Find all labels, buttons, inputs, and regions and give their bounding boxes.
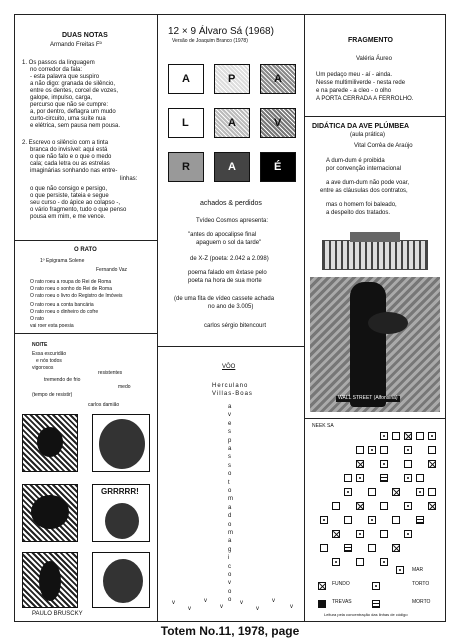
symbol-cell bbox=[392, 488, 400, 496]
duas-notas-line: o vário fragmento, tudo o que penso bbox=[30, 207, 127, 213]
achados-line: "antes do apocalipse final bbox=[188, 232, 257, 238]
didatica-line: A dum-dum é proibida bbox=[326, 158, 385, 164]
noite-line-5: tremendo de frio bbox=[44, 377, 81, 383]
comic-panel-1 bbox=[22, 414, 78, 472]
symbol-cell bbox=[404, 446, 412, 454]
achados-line: poeta na hora de sua morte bbox=[188, 278, 262, 284]
achados-line: no ano de 3.005) bbox=[208, 304, 254, 310]
duas-notas-line: imaginárias sonhando nas entre- bbox=[30, 168, 118, 174]
symbol-cell bbox=[428, 432, 436, 440]
duas-notas-line: cala; cada letra ou as estrelas bbox=[30, 161, 110, 167]
legend-label: FUNDO bbox=[332, 581, 350, 587]
alvaro-letter: L bbox=[182, 117, 189, 129]
alvaro-title: 12 × 9 Álvaro Sá (1968) bbox=[168, 26, 274, 37]
voo-letter: s bbox=[228, 462, 231, 469]
voo-letter: m bbox=[228, 530, 233, 536]
voo-letter: o bbox=[228, 588, 232, 595]
fragmento-author: Valéria Áureo bbox=[356, 56, 392, 62]
duas-notas-line: - esta palavra que suspiro bbox=[30, 74, 100, 80]
alvaro-subtitle: Versão de Joaquim Branco (1978) bbox=[172, 38, 248, 44]
voo-letter: s bbox=[228, 454, 231, 461]
divider-achados bbox=[157, 346, 304, 347]
symbol-cell bbox=[380, 558, 388, 566]
divider-duas-notas bbox=[14, 240, 157, 241]
legend-symbol bbox=[318, 600, 326, 608]
symbol-cell bbox=[404, 474, 412, 482]
legend-label: TREVAS bbox=[332, 599, 352, 605]
comic-panel-3 bbox=[22, 484, 78, 542]
duas-notas-line: entre os dentes, corcel de vozes, bbox=[30, 88, 119, 94]
achados-line: de X-Z (poeta: 2.042 a 2.098) bbox=[190, 256, 269, 262]
duas-notas-line: percurso que não se cumpre: bbox=[30, 102, 109, 108]
o-rato-line: O rato roeu a roupa do Rei de Roma bbox=[30, 279, 112, 285]
divider-o-rato bbox=[14, 333, 157, 334]
symbol-cell bbox=[392, 432, 400, 440]
symbol-cell bbox=[368, 516, 376, 524]
voo-letter: a bbox=[228, 504, 232, 511]
voo-letter: o bbox=[228, 572, 232, 578]
alvaro-box bbox=[214, 108, 250, 138]
noite-author: carlos damião bbox=[88, 402, 120, 408]
achados-line: Tvídeo Cosmos apresenta: bbox=[196, 218, 269, 224]
symbol-cell bbox=[380, 474, 388, 482]
voo-falling-v: v bbox=[204, 598, 207, 604]
comic-panel-4 bbox=[92, 484, 150, 542]
symbol-cell bbox=[320, 516, 328, 524]
alvaro-box bbox=[260, 152, 296, 182]
alvaro-box bbox=[168, 108, 204, 138]
voo-falling-v: v bbox=[188, 606, 191, 612]
comic-panel-5 bbox=[22, 552, 78, 608]
alvaro-letter: A bbox=[228, 117, 236, 129]
symbol-cell bbox=[320, 544, 328, 552]
duas-notas-line: linhas: bbox=[120, 176, 138, 182]
legend-symbol bbox=[372, 582, 380, 590]
symbol-cell bbox=[416, 474, 424, 482]
duas-notas-line: 2. Escrevo o silêncio com a tinta bbox=[22, 140, 109, 146]
symbol-cell bbox=[380, 460, 388, 468]
symbol-cell bbox=[368, 446, 376, 454]
fragmento-line: Nesse multimiliverde - nesta rede bbox=[316, 80, 406, 86]
symbol-cell bbox=[332, 502, 340, 510]
symbol-cell bbox=[356, 558, 364, 566]
didatica-line: mas o homem foi baleado, bbox=[326, 202, 397, 208]
voo-title: VÔO bbox=[222, 364, 236, 370]
duas-notas-author: Armando Freitas Fº bbox=[50, 42, 102, 48]
alvaro-letter: A bbox=[228, 161, 236, 173]
legend-symbol bbox=[396, 566, 404, 574]
o-rato-title: O RATO bbox=[74, 247, 97, 253]
voo-falling-v: v bbox=[272, 598, 275, 604]
fragmento-line: Um pedaço meu - aí - ainda. bbox=[316, 72, 393, 78]
divider-fragmento bbox=[304, 116, 446, 117]
o-rato-line: O rato bbox=[30, 316, 44, 322]
symbol-cell bbox=[392, 516, 400, 524]
voo-author-1: Herculano bbox=[212, 383, 249, 389]
symbol-cell bbox=[356, 474, 364, 482]
didatica-subtitle: (aula prática) bbox=[350, 132, 386, 138]
duas-notas-line: galope, impulso, carga, bbox=[30, 95, 93, 101]
symbol-cell bbox=[356, 502, 364, 510]
fragmento-line: e na parede - a cleo - o olho bbox=[316, 88, 392, 94]
duas-notas-line: curto-circuito, uma suíte nua bbox=[30, 116, 106, 122]
alvaro-box bbox=[260, 64, 296, 94]
symbol-cell bbox=[356, 460, 364, 468]
voo-falling-v: v bbox=[240, 600, 243, 606]
alvaro-box bbox=[168, 64, 204, 94]
voo-letter: v bbox=[228, 580, 231, 587]
didatica-author: Vital Corrêa de Araújo bbox=[354, 143, 413, 149]
fragmento-line: A PORTA CERRADA A FERROLHO. bbox=[316, 96, 414, 102]
voo-letter: a bbox=[228, 538, 232, 545]
o-rato-line: O rato roeu o sonho do Rei de Roma bbox=[30, 286, 112, 292]
noite-line-3: vigorosos bbox=[32, 365, 54, 371]
legend-symbol bbox=[318, 582, 326, 590]
alvaro-box bbox=[168, 152, 204, 182]
voo-letter: g bbox=[228, 546, 232, 553]
duas-notas-line: a, por dentro, deflagra um mudo bbox=[30, 109, 116, 115]
o-rato-author: Fernando Vaz bbox=[96, 267, 128, 273]
voo-letter: a bbox=[228, 446, 232, 452]
voo-author-2: Villas-Boas bbox=[212, 391, 253, 397]
duas-notas-line: o que persiste, tateia e segue bbox=[30, 193, 109, 199]
photo-collage bbox=[310, 222, 440, 412]
neek-title: NEEK SA bbox=[312, 423, 334, 429]
symbol-cell bbox=[356, 446, 364, 454]
voo-falling-v: v bbox=[256, 606, 259, 612]
symbol-cell bbox=[404, 432, 412, 440]
symbol-cell bbox=[332, 558, 340, 566]
achados-line: poema falado em êxtase pelo bbox=[188, 270, 267, 276]
symbol-cell bbox=[428, 460, 436, 468]
symbol-cell bbox=[344, 516, 352, 524]
duas-notas-title: DUAS NOTAS bbox=[62, 32, 108, 39]
voo-letter: o bbox=[228, 471, 232, 478]
legend-label: TORTO bbox=[412, 581, 430, 587]
noite-title: NOITE bbox=[32, 342, 48, 348]
alvaro-letter: V bbox=[274, 117, 282, 129]
symbol-cell bbox=[404, 460, 412, 468]
legend-footnote: Leitura pela concentração das linhas de código bbox=[324, 612, 408, 617]
noite-line-4: resistentes bbox=[98, 370, 123, 376]
voo-falling-v: v bbox=[220, 604, 223, 610]
symbol-cell bbox=[416, 432, 424, 440]
voo-letter: o bbox=[228, 521, 232, 528]
symbol-cell bbox=[404, 530, 412, 538]
achados-line: (de uma fita de vídeo cassete achada bbox=[174, 296, 275, 302]
alvaro-letter: A bbox=[182, 73, 190, 85]
voo-falling-v: v bbox=[290, 604, 293, 610]
alvaro-letter: R bbox=[182, 161, 190, 173]
divider-didatica bbox=[304, 418, 446, 419]
symbol-cell bbox=[380, 432, 388, 440]
symbol-cell bbox=[344, 474, 352, 482]
didatica-line: a despeito dos tratados. bbox=[326, 210, 391, 216]
column-divider-right bbox=[304, 14, 305, 622]
alvaro-box bbox=[214, 64, 250, 94]
noite-line-1: Essa escuridão bbox=[32, 351, 67, 357]
duas-notas-line: o que não falo e o que o medo bbox=[30, 154, 112, 160]
voo-letter: t bbox=[228, 479, 230, 486]
symbol-cell bbox=[428, 502, 436, 510]
voo-letter: a bbox=[228, 404, 232, 410]
symbol-cell bbox=[380, 446, 388, 454]
symbol-cell bbox=[332, 530, 340, 538]
voo-falling-v: v bbox=[172, 600, 175, 606]
symbol-cell bbox=[368, 544, 376, 552]
symbol-cell bbox=[380, 502, 388, 510]
duas-notas-line: branca do invisível: aqui está bbox=[30, 147, 108, 153]
duas-notas-line: o que não consigo e persigo, bbox=[30, 186, 108, 192]
duas-notas-line: e elétrica, sem pausa nem pousa. bbox=[30, 123, 121, 129]
didatica-line: a ave dum-dum não pode voar, bbox=[326, 180, 410, 186]
voo-letter: s bbox=[228, 429, 231, 436]
voo-letter: i bbox=[228, 555, 230, 562]
alvaro-box bbox=[260, 108, 296, 138]
voo-letter: d bbox=[228, 513, 232, 520]
voo-letter: o bbox=[228, 488, 232, 494]
bruscky-label: PAULO BRUSCKY bbox=[32, 611, 83, 617]
symbol-cell bbox=[380, 530, 388, 538]
o-rato-line: O rato roeu a conta bancária bbox=[30, 302, 94, 308]
o-rato-line: O rato roeu o dinheiro do cofre bbox=[30, 309, 99, 315]
symbol-cell bbox=[392, 544, 400, 552]
didatica-title: DIDÁTICA DA AVE PLÚMBEA bbox=[312, 123, 410, 130]
fragmento-title: FRAGMENTO bbox=[348, 37, 393, 44]
achados-author: carlos sérgio bitencourt bbox=[204, 323, 267, 329]
duas-notas-line: pousa em mim, e me vence. bbox=[30, 214, 106, 220]
comic-panel-6 bbox=[92, 552, 150, 608]
symbol-cell bbox=[428, 446, 436, 454]
noite-line-7: (tempo de resistir) bbox=[32, 392, 73, 398]
duas-notas-line: no corredor da fala: bbox=[30, 67, 83, 73]
voo-letter: e bbox=[228, 420, 232, 427]
comic-balloon: GRRRRR! bbox=[101, 487, 139, 496]
photo-caption: WALL STREET (Alfonsina) bbox=[338, 395, 398, 401]
duas-notas-line: 1. Os passos da linguagem bbox=[22, 60, 95, 66]
comic-panel-2 bbox=[92, 414, 150, 472]
achados-title: achados & perdidos bbox=[200, 200, 262, 207]
symbol-cell bbox=[344, 488, 352, 496]
column-divider-left bbox=[157, 14, 158, 622]
alvaro-letter: A bbox=[274, 73, 282, 85]
symbol-cell bbox=[368, 488, 376, 496]
alvaro-letter: É bbox=[274, 161, 282, 173]
duas-notas-line: seu curso - do ápice ao colapso -, bbox=[30, 200, 121, 206]
alvaro-box bbox=[214, 152, 250, 182]
voo-letter: c bbox=[228, 563, 231, 570]
alvaro-letter: P bbox=[228, 73, 236, 85]
noite-line-2: e nós todos bbox=[36, 358, 62, 364]
o-rato-line: O rato roeu o livro do Registro de Imóveis bbox=[30, 293, 123, 299]
voo-letter: v bbox=[228, 412, 231, 419]
o-rato-line: vai roer esta poesia bbox=[30, 323, 74, 329]
symbol-cell bbox=[404, 502, 412, 510]
legend-label: MORTO bbox=[412, 599, 431, 605]
symbol-cell bbox=[344, 544, 352, 552]
o-rato-subtitle: 1º Epigrama Solene bbox=[40, 258, 85, 264]
noite-line-6: medo bbox=[118, 384, 131, 390]
voo-letter: m bbox=[228, 496, 233, 503]
legend-label: MAR bbox=[412, 567, 424, 573]
symbol-cell bbox=[356, 530, 364, 538]
page-caption: Totem No.11, 1978, page bbox=[160, 624, 300, 638]
voo-letter: p bbox=[228, 437, 232, 444]
didatica-line: entre as cláusulas dos contratos, bbox=[320, 188, 408, 194]
voo-letter: o bbox=[228, 597, 232, 604]
didatica-line: por convenção internacional bbox=[326, 166, 402, 172]
symbol-cell bbox=[428, 488, 436, 496]
symbol-cell bbox=[416, 488, 424, 496]
duas-notas-line: a não digo: granada de silêncio, bbox=[30, 81, 116, 87]
symbol-cell bbox=[416, 516, 424, 524]
achados-line: apaguem o sol da tarde" bbox=[196, 240, 262, 246]
legend-symbol bbox=[372, 600, 380, 608]
